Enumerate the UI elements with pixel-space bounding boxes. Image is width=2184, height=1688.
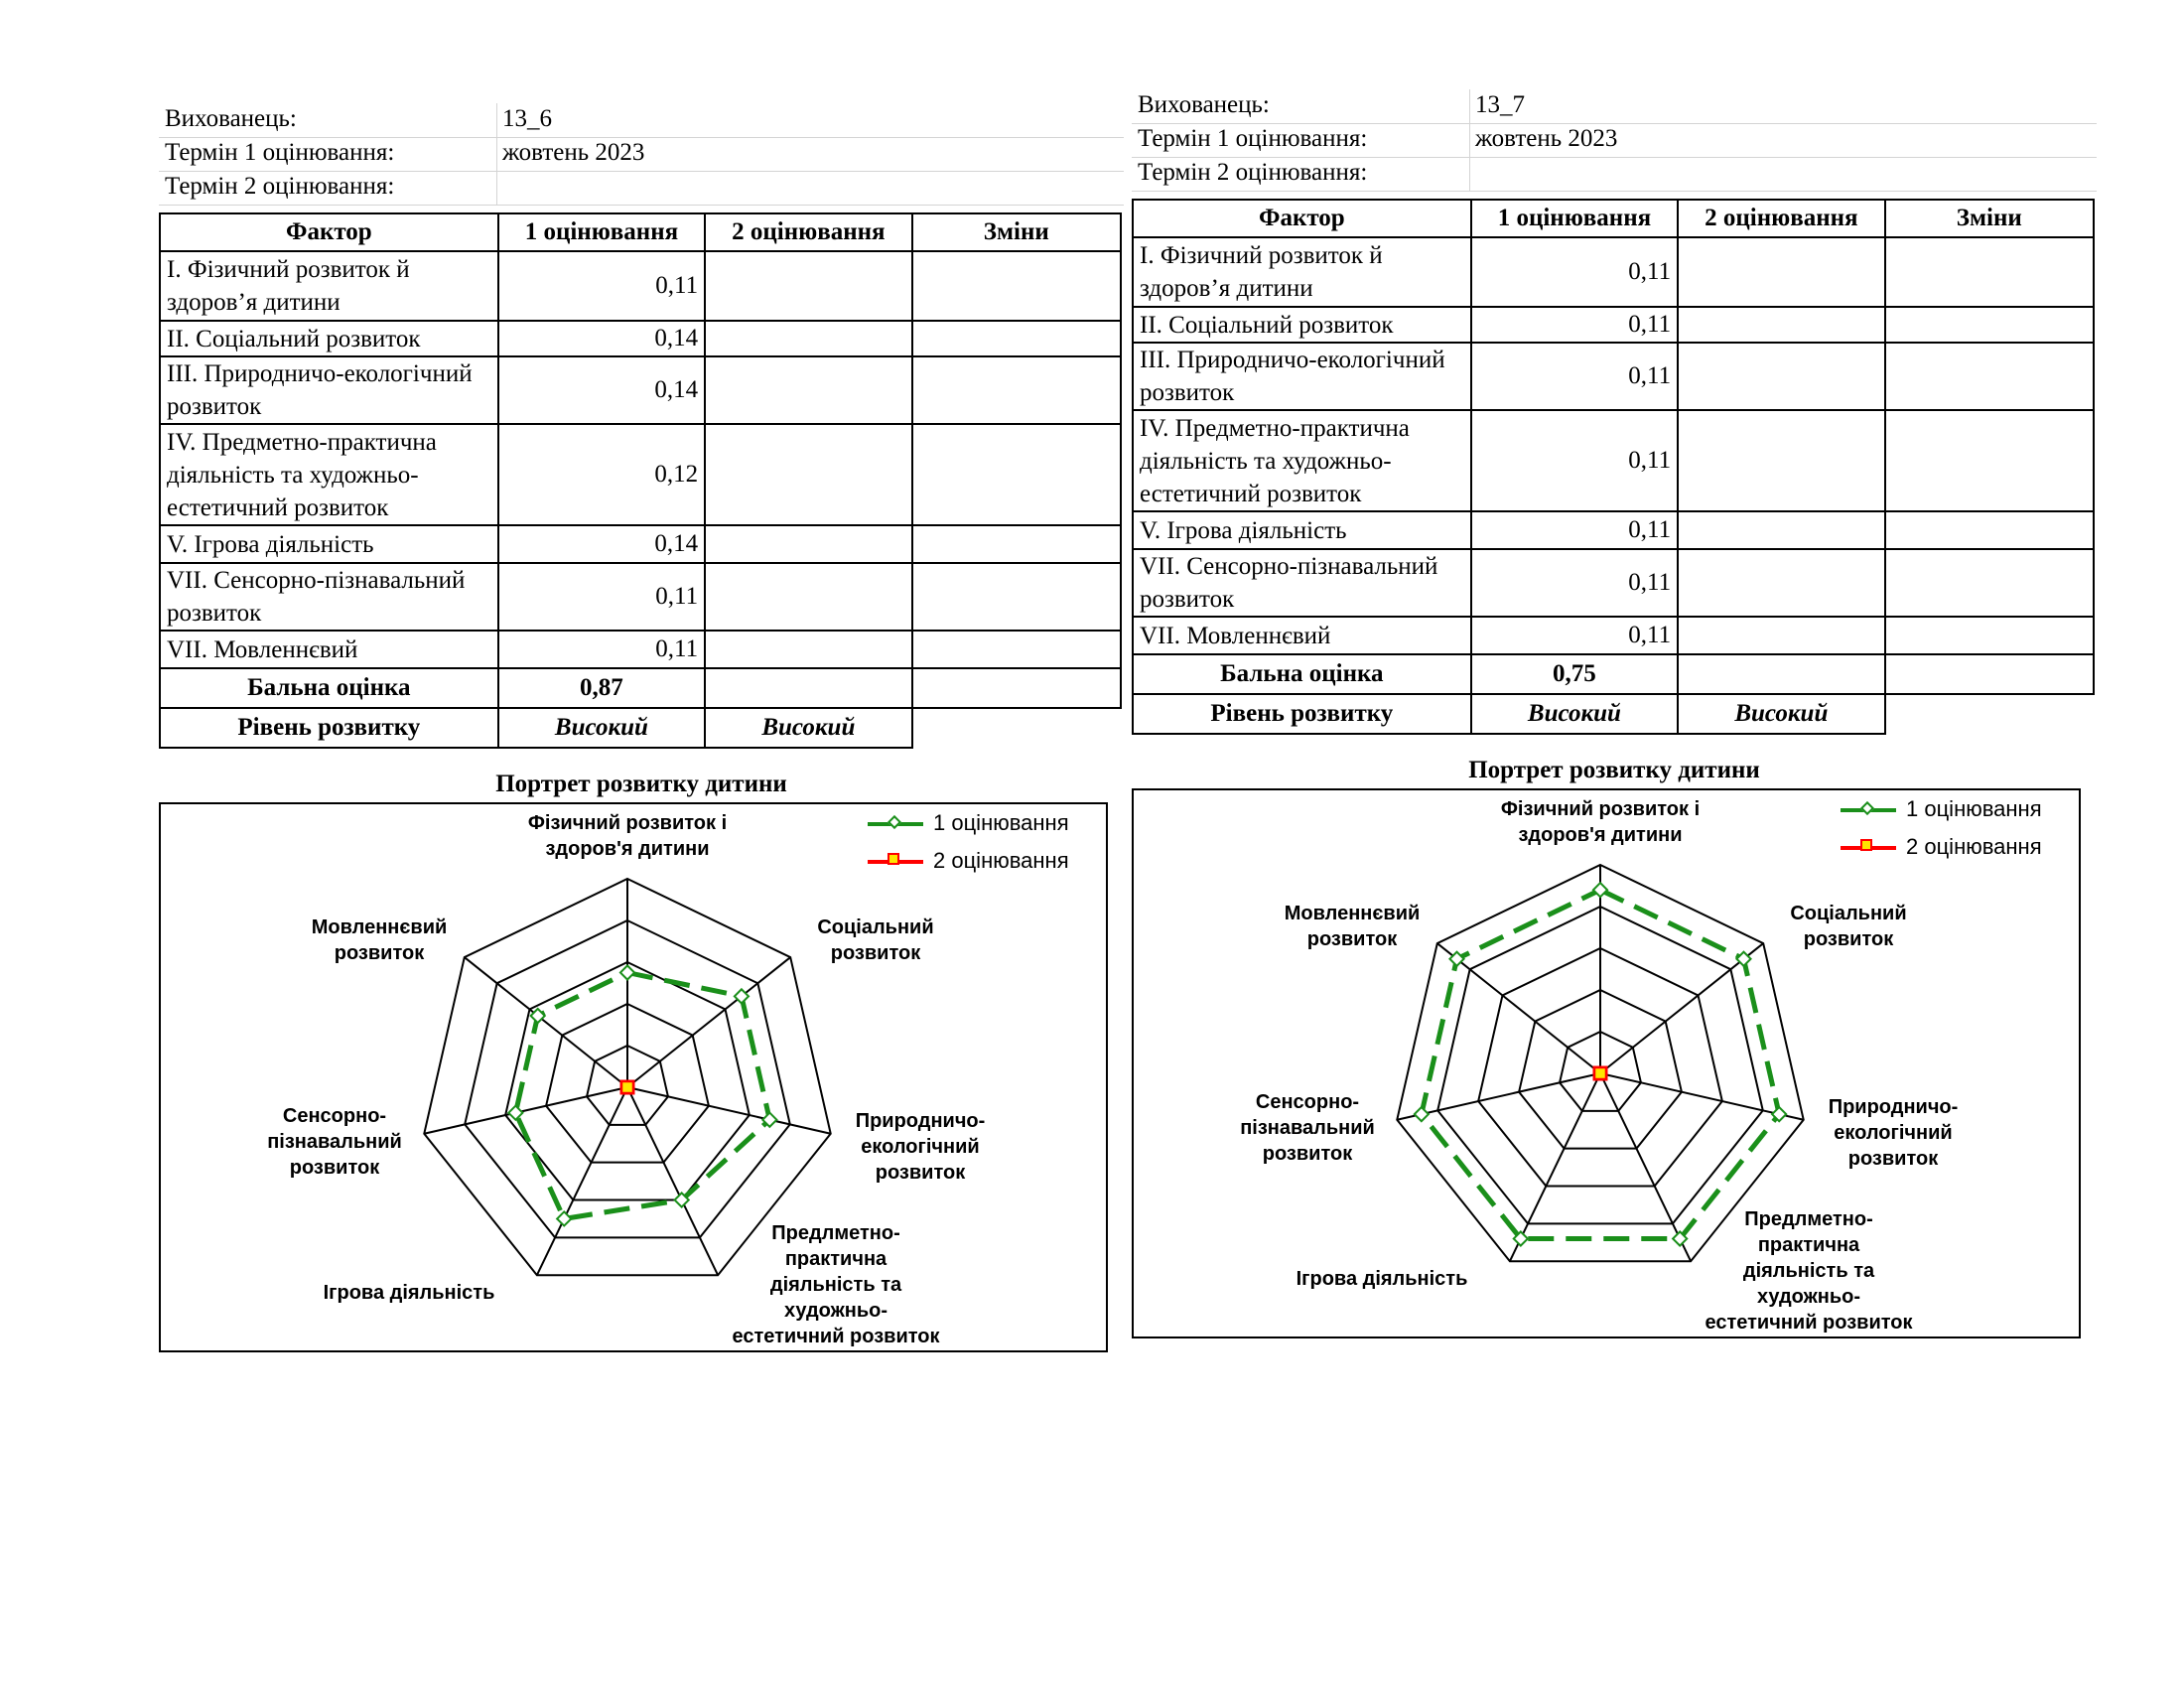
changes-cell[interactable] [912, 356, 1121, 424]
level-empty-cell [1885, 694, 2094, 734]
score-row [1133, 654, 2094, 694]
eval2-cell[interactable] [1678, 307, 1884, 343]
legend-item-series1 [1837, 790, 2042, 828]
col-changes-header: Зміни [912, 213, 1121, 251]
factor-name: VII. Сенсорно-пізнавальний розвиток [160, 563, 498, 631]
pupil-value[interactable]: 13_6 [502, 105, 552, 132]
legend-marker-diamond [887, 815, 901, 829]
score-changes-cell[interactable] [912, 668, 1121, 708]
radar-chart-13-7 [1132, 788, 2081, 1338]
table-row [1133, 307, 2094, 343]
eval1-cell[interactable]: 0,14 [498, 356, 705, 424]
col-eval2-header: 2 оцінювання [705, 213, 911, 251]
score2-cell[interactable] [1678, 654, 1884, 694]
table-row [1133, 511, 2094, 549]
legend-marker-diamond [1860, 801, 1874, 815]
changes-cell[interactable] [912, 251, 1121, 321]
changes-cell[interactable] [1885, 343, 2094, 410]
level-label: Рівень розвитку [160, 708, 498, 748]
axis-label: Предлметно-практична діяльність та художньо-естетичний розвиток [732, 1222, 940, 1347]
level2-cell[interactable]: Високий [705, 708, 911, 748]
factor-name: I. Фізичний розвиток й здоров’я дитини [1133, 237, 1471, 307]
eval2-cell[interactable] [1678, 549, 1884, 617]
factor-name: IV. Предметно-практична діяльність та художньо-естетичний розвиток [1133, 410, 1471, 511]
factor-name: IV. Предметно-практична діяльність та художньо-естетичний розвиток [160, 424, 498, 525]
axis-label: Предлметно-практична діяльність та художньо-естетичний розвиток [1705, 1208, 1913, 1334]
changes-cell[interactable] [1885, 549, 2094, 617]
changes-cell[interactable] [912, 424, 1121, 525]
factor-name: II. Соціальний розвиток [1133, 307, 1471, 343]
factor-name: VII. Сенсорно-пізнавальний розвиток [1133, 549, 1471, 617]
data-point-1 [557, 1211, 571, 1225]
factor-table [159, 212, 1122, 749]
eval2-cell[interactable] [705, 251, 911, 321]
eval2-cell[interactable] [705, 631, 911, 668]
level-label: Рівень розвитку [1133, 694, 1471, 734]
legend-marker-square [1860, 839, 1872, 851]
eval1-cell[interactable]: 0,11 [1471, 549, 1678, 617]
pupil-value[interactable]: 13_7 [1475, 91, 1525, 118]
axis-label: Соціальний розвиток [1790, 903, 1907, 950]
factor-name: I. Фізичний розвиток й здоров’я дитини [160, 251, 498, 321]
chart-legend [864, 804, 1069, 880]
eval2-cell[interactable] [705, 356, 911, 424]
eval2-cell[interactable] [705, 525, 911, 563]
series-line-1 [515, 973, 769, 1219]
eval1-cell[interactable]: 0,11 [498, 251, 705, 321]
factor-name: VII. Мовленнєвий [160, 631, 498, 668]
axis-label: Ігрова діяльність [1296, 1268, 1468, 1290]
legend-label-1: 1 оцінювання [1906, 796, 2042, 821]
score1-cell[interactable]: 0,87 [498, 668, 705, 708]
table-row [1133, 549, 2094, 617]
score-changes-cell[interactable] [1885, 654, 2094, 694]
pupil-row [1132, 89, 2097, 124]
table-row [160, 321, 1121, 356]
term2-row [1132, 157, 2097, 192]
eval2-cell[interactable] [705, 563, 911, 631]
term1-value[interactable]: жовтень 2023 [1475, 125, 1618, 152]
axis-label: Природничо-екологічний розвиток [855, 1110, 986, 1184]
col-changes-header: Зміни [1885, 200, 2094, 237]
legend-marker-square [887, 853, 899, 865]
table-row [160, 251, 1121, 321]
assessment-sheet-13-6 [159, 103, 1124, 1364]
table-row [160, 525, 1121, 563]
eval1-cell[interactable]: 0,11 [1471, 511, 1678, 549]
pupil-label: Вихованець: [1138, 91, 1270, 118]
eval1-cell[interactable]: 0,11 [1471, 237, 1678, 307]
changes-cell[interactable] [912, 321, 1121, 356]
eval2-cell[interactable] [1678, 343, 1884, 410]
col-eval2-header: 2 оцінювання [1678, 200, 1884, 237]
eval1-cell[interactable]: 0,14 [498, 525, 705, 563]
axis-label: Мовленнєвий розвиток [1284, 903, 1421, 950]
eval2-cell[interactable] [705, 321, 911, 356]
axis-label: Фізичний розвиток і здоров'я дитини [1500, 798, 1701, 846]
table-row [160, 356, 1121, 424]
eval1-cell[interactable]: 0,11 [1471, 410, 1678, 511]
axis-spoke [627, 1087, 718, 1275]
level-empty-cell [912, 708, 1121, 748]
level2-cell[interactable]: Високий [1678, 694, 1884, 734]
table-row [1133, 617, 2094, 654]
axis-spoke [537, 1087, 627, 1275]
eval1-cell[interactable]: 0,14 [498, 321, 705, 356]
term2-label: Термін 2 оцінювання: [1138, 159, 1368, 186]
score-label: Бальна оцінка [160, 668, 498, 708]
factor-name: VII. Мовленнєвий [1133, 617, 1471, 654]
col-factor-header: Фактор [1133, 200, 1471, 237]
level-row [160, 708, 1121, 748]
changes-cell[interactable] [1885, 307, 2094, 343]
chart-legend [1837, 790, 2042, 866]
changes-cell[interactable] [1885, 511, 2094, 549]
eval1-cell[interactable]: 0,11 [1471, 617, 1678, 654]
eval2-cell[interactable] [1678, 237, 1884, 307]
data-point-2 [1594, 1067, 1606, 1079]
factor-name: III. Природничо-екологічний розвиток [1133, 343, 1471, 410]
term1-label: Термін 1 оцінювання: [165, 139, 395, 166]
eval1-cell[interactable]: 0,11 [498, 563, 705, 631]
level1-cell[interactable]: Високий [498, 708, 705, 748]
eval1-cell[interactable]: 0,11 [1471, 343, 1678, 410]
factor-name: III. Природничо-екологічний розвиток [160, 356, 498, 424]
axis-label: Природничо-екологічний розвиток [1828, 1096, 1959, 1170]
table-row [160, 631, 1121, 668]
eval1-cell[interactable]: 0,11 [498, 631, 705, 668]
legend-item-series2 [1837, 828, 2042, 866]
data-point-1 [1415, 1107, 1429, 1121]
legend-label-2: 2 оцінювання [933, 848, 1069, 873]
changes-cell[interactable] [912, 525, 1121, 563]
term2-row [159, 171, 1124, 206]
axis-label: Мовленнєвий розвиток [311, 916, 448, 964]
eval2-cell[interactable] [1678, 410, 1884, 511]
axis-label: Сенсорно-пізнавальний розвиток [267, 1105, 402, 1179]
pupil-label: Вихованець: [165, 105, 297, 132]
term1-row [1132, 123, 2097, 158]
score2-cell[interactable] [705, 668, 911, 708]
axis-label: Фізичний розвиток і здоров'я дитини [527, 812, 728, 860]
level-row [1133, 694, 2094, 734]
eval2-cell[interactable] [705, 424, 911, 525]
legend-label-1: 1 оцінювання [933, 810, 1069, 835]
changes-cell[interactable] [912, 631, 1121, 668]
radar-chart-13-6 [159, 802, 1108, 1352]
table-row [1133, 410, 2094, 511]
changes-cell[interactable] [1885, 410, 2094, 511]
pupil-row [159, 103, 1124, 138]
score1-cell[interactable]: 0,75 [1471, 654, 1678, 694]
changes-cell[interactable] [1885, 617, 2094, 654]
legend-label-2: 2 оцінювання [1906, 834, 2042, 859]
portrait-title: Портрет розвитку дитини [1468, 757, 1760, 783]
table-row [160, 563, 1121, 631]
radar-svg [1134, 790, 2079, 1336]
col-eval1-header: 1 оцінювання [1471, 200, 1678, 237]
table-row [1133, 343, 2094, 410]
factor-name: V. Ігрова діяльність [1133, 511, 1471, 549]
legend-item-series1 [864, 804, 1069, 842]
table-row [160, 424, 1121, 525]
factor-name: V. Ігрова діяльність [160, 525, 498, 563]
term1-row [159, 137, 1124, 172]
col-factor-header: Фактор [160, 213, 498, 251]
term2-label: Термін 2 оцінювання: [165, 173, 395, 200]
eval1-cell[interactable]: 0,11 [1471, 307, 1678, 343]
score-label: Бальна оцінка [1133, 654, 1471, 694]
changes-cell[interactable] [1885, 237, 2094, 307]
term1-value[interactable]: жовтень 2023 [502, 139, 645, 166]
axis-label: Сенсорно-пізнавальний розвиток [1240, 1091, 1375, 1165]
data-point-1 [620, 965, 634, 979]
eval1-cell[interactable]: 0,12 [498, 424, 705, 525]
axis-label: Соціальний розвиток [817, 916, 934, 964]
factor-name: II. Соціальний розвиток [160, 321, 498, 356]
changes-cell[interactable] [912, 563, 1121, 631]
factor-table [1132, 199, 2095, 735]
radar-svg [161, 804, 1106, 1350]
eval2-cell[interactable] [1678, 511, 1884, 549]
assessment-sheet-13-7 [1132, 89, 2097, 1360]
portrait-title: Портрет розвитку дитини [495, 771, 787, 797]
level1-cell[interactable]: Високий [1471, 694, 1678, 734]
col-eval1-header: 1 оцінювання [498, 213, 705, 251]
table-row [1133, 237, 2094, 307]
eval2-cell[interactable] [1678, 617, 1884, 654]
data-point-2 [621, 1081, 633, 1093]
score-row [160, 668, 1121, 708]
term1-label: Термін 1 оцінювання: [1138, 125, 1368, 152]
legend-item-series2 [864, 842, 1069, 880]
axis-label: Ігрова діяльність [323, 1282, 495, 1304]
